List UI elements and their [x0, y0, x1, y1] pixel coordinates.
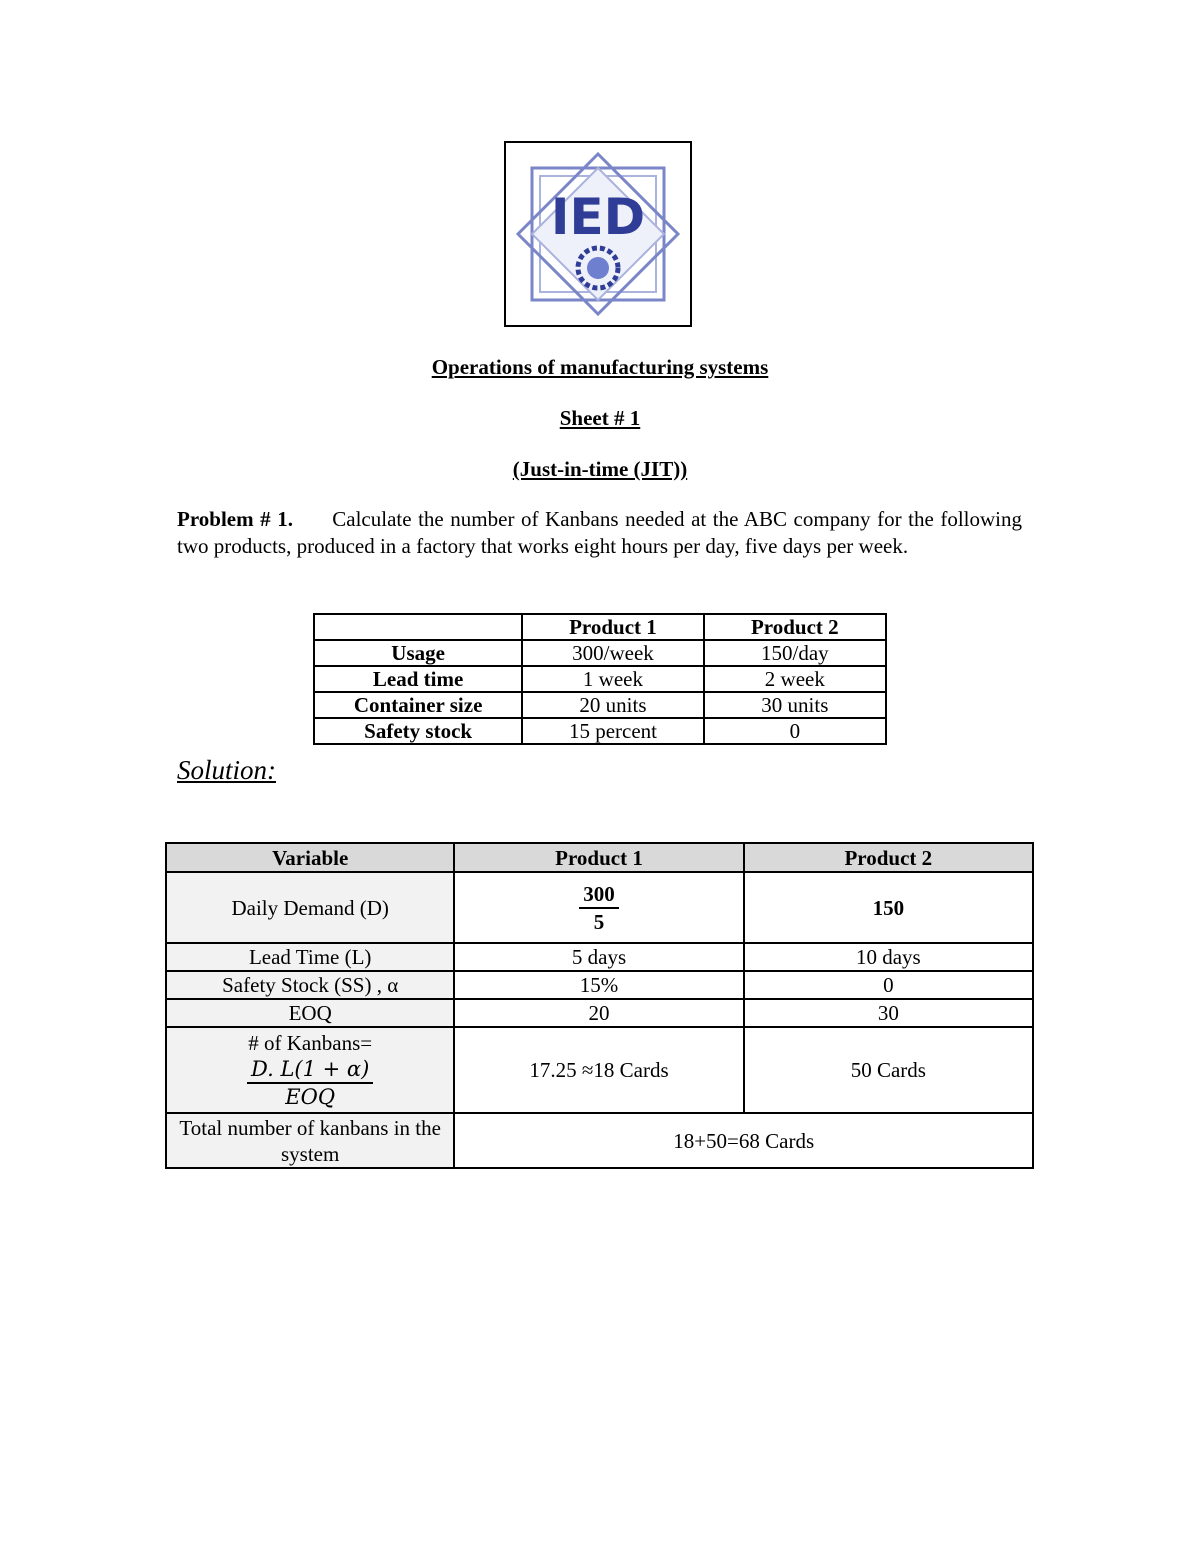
table-cell: 5 days [454, 943, 743, 971]
department-logo [504, 141, 692, 327]
table-cell: 17.25 ≈18 Cards [454, 1027, 743, 1113]
svg-text:IED: IED [550, 188, 646, 246]
table-cell: 50 Cards [744, 1027, 1033, 1113]
table-row-lead-time [166, 943, 1033, 971]
table-cell [314, 614, 522, 640]
table-cell: 15 percent [522, 718, 703, 744]
row-label: Safety Stock (SS) , α [166, 971, 454, 999]
table-cell: 1 week [522, 666, 703, 692]
row-label: Daily Demand (D) [166, 872, 454, 943]
table-cell: 150/day [704, 640, 886, 666]
row-label: Container size [314, 692, 522, 718]
table-row-daily-demand [166, 872, 1033, 943]
sheet-number: Sheet # 1 [559, 406, 641, 430]
column-header: Variable [166, 843, 454, 872]
table-row [314, 692, 886, 718]
course-title: Operations of manufacturing systems [431, 355, 769, 379]
table-cell: 0 [744, 971, 1033, 999]
table-cell: 10 days [744, 943, 1033, 971]
table-header-row [314, 614, 886, 640]
table-cell: 0 [704, 718, 886, 744]
table-cell: 15% [454, 971, 743, 999]
ied-logo-graphic [510, 146, 686, 322]
table-cell: 30 units [704, 692, 886, 718]
table-row-safety-stock [166, 971, 1033, 999]
table-cell: 150 [744, 872, 1033, 943]
table-cell: 2 week [704, 666, 886, 692]
formula-numerator: D. L(1 + α) [247, 1056, 373, 1084]
column-header: Product 1 [454, 843, 743, 872]
row-label: Total number of kanbans in the system [166, 1113, 454, 1168]
solution-table [165, 842, 1034, 1169]
table-row [314, 640, 886, 666]
kanban-formula [247, 1056, 373, 1110]
table-cell: 300/week [522, 640, 703, 666]
table-cell: 20 [454, 999, 743, 1027]
column-header: Product 1 [522, 614, 703, 640]
table-row-total [166, 1113, 1033, 1168]
topic-title: (Just-in-time (JIT)) [512, 457, 688, 481]
row-label-cell [166, 1027, 454, 1113]
column-header: Product 2 [704, 614, 886, 640]
row-label: EOQ [166, 999, 454, 1027]
fraction [579, 881, 619, 935]
formula-denominator: EOQ [285, 1085, 336, 1109]
fraction-numerator: 300 [579, 881, 619, 909]
table-row-eoq [166, 999, 1033, 1027]
problem-label: Problem # 1. [177, 507, 293, 531]
row-label: Usage [314, 640, 522, 666]
table-cell: 20 units [522, 692, 703, 718]
table-row [314, 718, 886, 744]
column-header: Product 2 [744, 843, 1033, 872]
table-row [314, 666, 886, 692]
fraction-denominator: 5 [593, 909, 605, 934]
row-label: # of Kanbans= [248, 1031, 373, 1055]
problem-statement [177, 506, 1022, 560]
row-label: Lead Time (L) [166, 943, 454, 971]
table-row-kanbans [166, 1027, 1033, 1113]
problem-text: Calculate the number of Kanbans needed at the ABC company for the following two products, produced in a factory that works eight hours per day, five days per week. [177, 507, 1022, 558]
table-header-row [166, 843, 1033, 872]
table-cell [454, 872, 743, 943]
table-cell: 30 [744, 999, 1033, 1027]
row-label: Lead time [314, 666, 522, 692]
solution-heading: Solution: [177, 755, 276, 785]
row-label: Safety stock [314, 718, 522, 744]
given-data-table [313, 613, 887, 745]
table-cell: 18+50=68 Cards [454, 1113, 1033, 1168]
